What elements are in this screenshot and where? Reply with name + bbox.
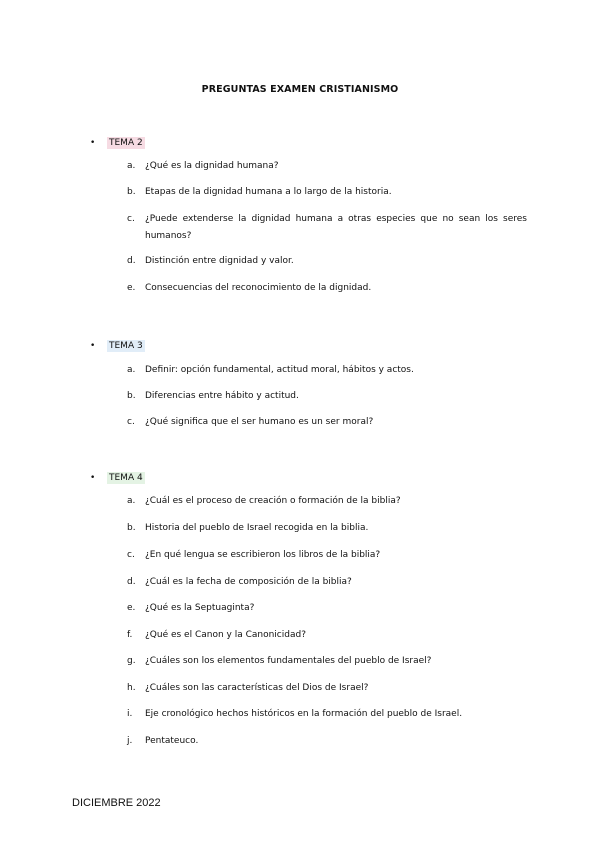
footer-date: DICIEMBRE 2022 — [72, 797, 161, 809]
question-text: ¿Cuáles son los elementos fundamentales del pueblo de Israel? — [145, 656, 432, 666]
question-letter: b. — [127, 523, 136, 533]
bullet-icon: • — [90, 138, 96, 148]
question-text: ¿En qué lengua se escribieron los libros de la biblia? — [145, 550, 381, 560]
question-text: ¿Cuáles son las características del Dios de Israel? — [145, 683, 369, 693]
question-text: ¿Qué es la dignidad humana? — [145, 161, 279, 171]
question-text: ¿Puede extenderse la dignidad humana a otras especies que no sean los seres humanos? — [145, 214, 527, 241]
question-letter: e. — [127, 603, 136, 613]
question-letter: a. — [127, 161, 136, 171]
section-heading-tema-4: TEMA 4 — [109, 473, 143, 483]
section-heading-tema-2: TEMA 2 — [109, 138, 143, 148]
question-text: Eje cronológico hechos históricos en la formación del pueblo de Israel. — [145, 709, 463, 719]
section-heading-tema-3: TEMA 3 — [109, 341, 143, 351]
question-text: ¿Qué es la Septuaginta? — [145, 603, 255, 613]
question-letter: b. — [127, 187, 136, 197]
question-text: Definir: opción fundamental, actitud moral, hábitos y actos. — [145, 365, 414, 375]
question-text: Pentateuco. — [145, 736, 199, 746]
question-text: Distinción entre dignidad y valor. — [145, 256, 294, 266]
question-text: ¿Qué es el Canon y la Canonicidad? — [145, 630, 306, 640]
question-letter: d. — [127, 256, 136, 266]
question-text: ¿Qué significa que el ser humano es un ser moral? — [145, 417, 374, 427]
question-letter: j. — [127, 736, 133, 746]
question-letter: b. — [127, 391, 136, 401]
question-letter: a. — [127, 496, 136, 506]
question-letter: a. — [127, 365, 136, 375]
page-title: PREGUNTAS EXAMEN CRISTIANISMO — [201, 84, 399, 95]
question-letter: c. — [127, 214, 135, 224]
question-letter: c. — [127, 550, 135, 560]
question-text: Historia del pueblo de Israel recogida en la biblia. — [145, 523, 369, 533]
question-letter: h. — [127, 683, 136, 693]
question-letter: g. — [127, 656, 136, 666]
bullet-icon: • — [90, 341, 96, 351]
question-text: ¿Cuál es el proceso de creación o formación de la biblia? — [145, 496, 401, 506]
bullet-icon: • — [90, 473, 96, 483]
question-text: Consecuencias del reconocimiento de la dignidad. — [145, 283, 372, 293]
question-text: Etapas de la dignidad humana a lo largo de la historia. — [145, 187, 392, 197]
question-letter: i. — [127, 709, 133, 719]
question-text: ¿Cuál es la fecha de composición de la biblia? — [145, 577, 352, 587]
question-letter: e. — [127, 283, 136, 293]
question-text: Diferencias entre hábito y actitud. — [145, 391, 299, 401]
question-letter: d. — [127, 577, 136, 587]
question-letter: f. — [127, 630, 133, 640]
question-letter: c. — [127, 417, 135, 427]
